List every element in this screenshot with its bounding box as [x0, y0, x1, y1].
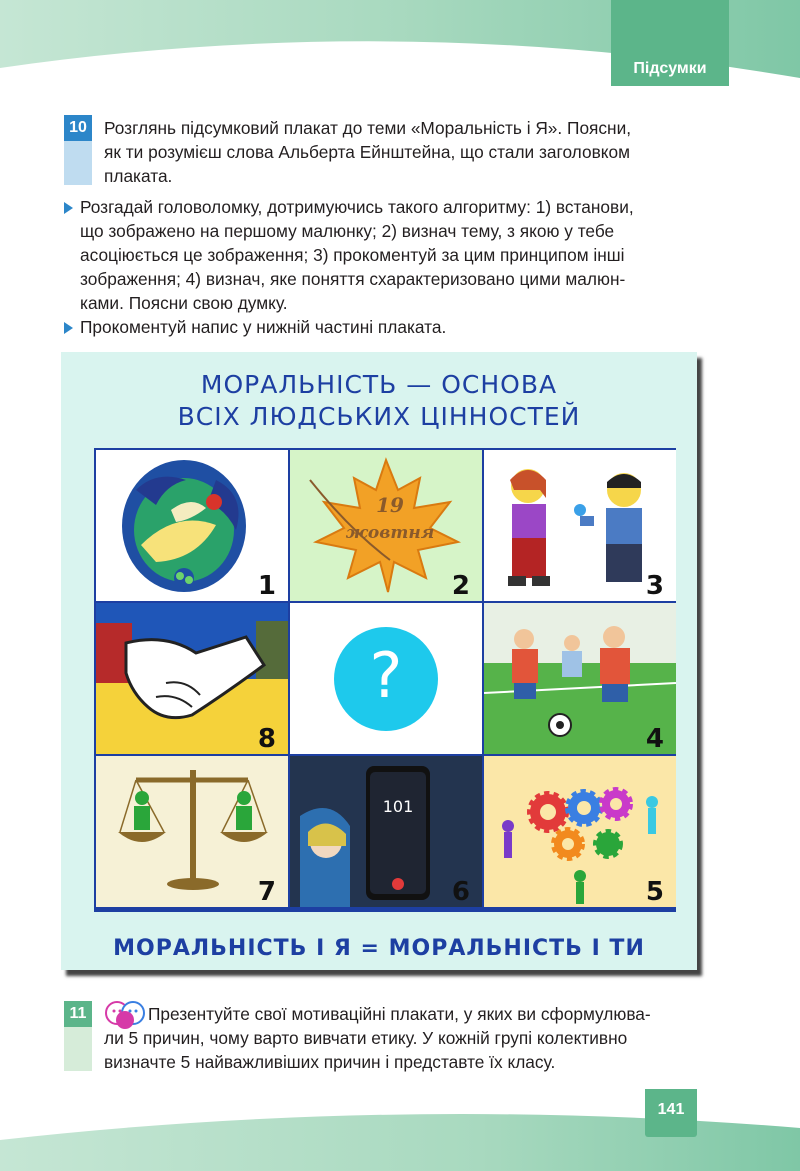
poster-title-line-2: ВСІХ ЛЮДСЬКИХ ЦІННОСТЕЙ: [177, 402, 581, 431]
puzzle-cell-phone: [290, 756, 482, 907]
leaf-text-2: жовтня: [345, 523, 435, 543]
cell-number: 7: [257, 877, 276, 907]
cell-number: 1: [257, 571, 276, 601]
poster-bottom-text: МОРАЛЬНІСТЬ І Я = МОРАЛЬНІСТЬ І ТИ: [113, 936, 645, 961]
page-number: 141: [645, 1089, 697, 1137]
phone-number-text: 101: [382, 797, 414, 816]
puzzle-cell-dove: [96, 450, 288, 601]
poster-title-line-1: МОРАЛЬНІСТЬ — ОСНОВА: [200, 370, 558, 399]
task-number-badge: 10: [64, 115, 92, 141]
bullet1-line-1: Розгадай головоломку, дотримуючись такого алгоритму: 1) встанови,: [80, 197, 634, 217]
cell-number: 5: [645, 877, 664, 907]
task11-line-3: визначте 5 найважливіших причин і представте їх класу.: [104, 1052, 556, 1072]
bullet1-line-4: зображення; 4) визнач, яке поняття схарактеризовано цими малюн-: [80, 269, 626, 289]
task10-line-3: плаката.: [104, 166, 173, 186]
bullet1-line-3: асоціюється це зображення; 3) прокоментуй за цим принципом інші: [80, 245, 625, 265]
task-side-bar: [64, 1027, 92, 1071]
task-number-badge: 11: [64, 1001, 92, 1027]
leaf-text-1: 19: [376, 493, 404, 517]
task-side-bar: [64, 141, 92, 185]
bullet-arrow-icon: [64, 322, 73, 334]
cell-number: 8: [257, 724, 276, 754]
puzzle-cell-question: [290, 603, 482, 754]
task10-line-2: як ти розумієш слова Альберта Ейнштейна, що стали заголовком: [104, 142, 630, 162]
summary-poster: [61, 352, 707, 982]
puzzle-cell-gears: [484, 756, 676, 907]
puzzle-cell-handshake: [96, 603, 288, 754]
cell-number: 4: [645, 724, 664, 754]
cell-number: 6: [451, 877, 470, 907]
section-tab: [611, 0, 729, 86]
bullet1-line-2: що зображено на першому малюнку; 2) визнач тему, з якою у тебе: [80, 221, 615, 241]
section-tab-label: Підсумки: [633, 60, 707, 77]
cell-number: 3: [645, 571, 664, 601]
task10-line-1: Розглянь підсумковий плакат до теми «Моральність і Я». Поясни,: [104, 118, 632, 138]
cell-number: 2: [451, 571, 470, 601]
bullet2-line: Прокоментуй напис у нижній частині плаката.: [80, 317, 447, 337]
puzzle-cell-scales: [96, 756, 288, 907]
question-mark: ?: [369, 639, 403, 712]
bullet-arrow-icon: [64, 202, 73, 214]
bullet1-line-5: ками. Поясни свою думку.: [80, 293, 288, 313]
task11-line-2: ли 5 причин, чому варто вивчати етику. У кожній групі колективно: [104, 1028, 628, 1048]
puzzle-cell-football: [484, 603, 676, 754]
puzzle-grid: [94, 448, 676, 912]
puzzle-cell-leaf: [290, 450, 482, 601]
task11-line-1: Презентуйте свої мотиваційні плакати, у яких ви сформулюва-: [148, 1004, 651, 1024]
puzzle-cell-toy-figures: [484, 450, 676, 601]
